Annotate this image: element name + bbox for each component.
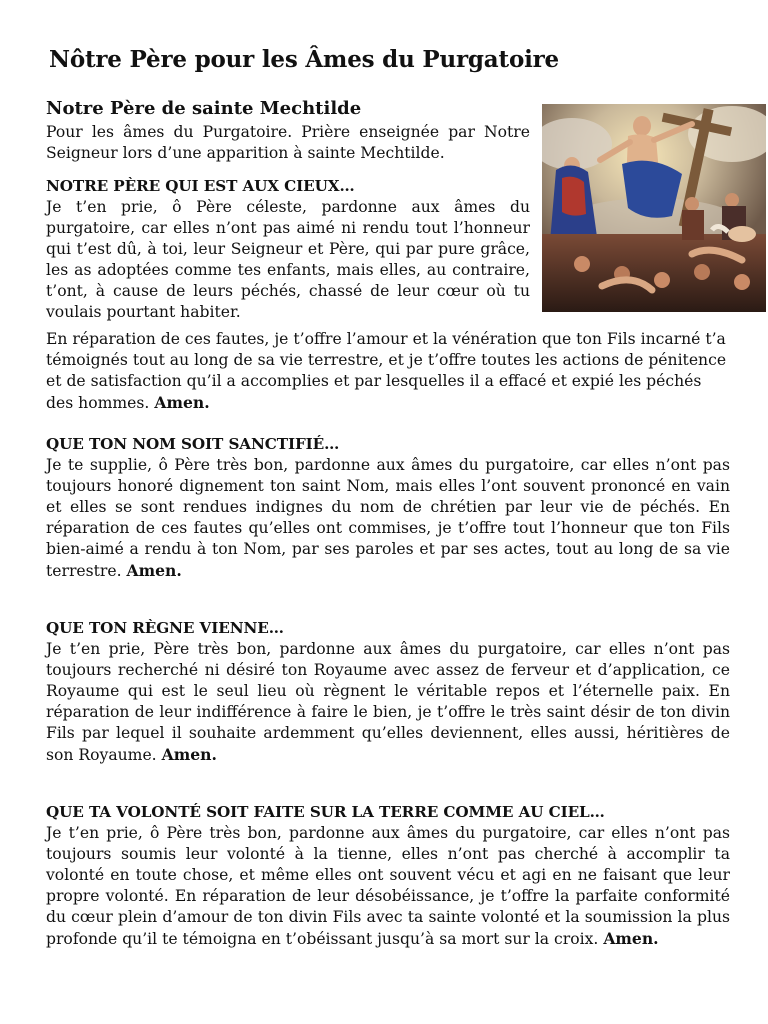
- section-text: Je t’en prie, ô Père très bon, pardonne aux âmes du purgatoire, car elles n’ont pas toujours soumis leur volonté à la tienne, elles n’ont pas cherché à accomplir ta volonté en toute chose, et même elles ont souvent vécu et agi en ne faisant que leur propre volonté. En réparation de leur désobéissance, je t’offre la parfaite conformité du cœur plein d’amour de ton divin Fils avec ta sainte volonté et la soumission la plus profonde qu’il te témoigna en t’obéissant jusqu’à sa mort sur la croix. Amen.: [46, 824, 730, 948]
- section-heading: QUE TA VOLONTÉ SOIT FAITE SUR LA TERRE COMME AU CIEL…: [46, 803, 605, 821]
- amen-label: Amen.: [161, 745, 217, 764]
- amen-label: Amen.: [603, 929, 659, 948]
- section-text: Je t’en prie, Père très bon, pardonne aux âmes du purgatoire, car elles n’ont pas toujours recherché ni désiré ton Royaume avec assez de ferveur et d’application, ce Royaume qui est le seul lieu où règnent le véritable repos et l’éternelle paix. En réparation de leur indifférence à faire le bien, je t’offre le très saint désir de ton divin Fils par lequel il souhaite ardemment qu’elles deviennent, elles aussi, héritières de son Royaume. Amen.: [46, 640, 730, 764]
- section-continuation: En réparation de ces fautes, je t’offre l’amour et la vénération que ton Fils incarné t’a témoignés tout au long de sa vie terrestre, et je t’offre toutes les actions de pénitence et de satisfaction qu’il a accomplies et par lesquelles il a effacé et expié les péchés des hommes. Amen.: [46, 330, 727, 412]
- subtitle: Notre Père de sainte Mechtilde: [46, 98, 362, 119]
- painting-illustration: [542, 104, 766, 312]
- section-heading: QUE TON RÈGNE VIENNE…: [46, 619, 284, 637]
- amen-label: Amen.: [126, 561, 182, 580]
- page-title: Nôtre Père pour les Âmes du Purgatoire: [49, 46, 559, 73]
- section-2: [46, 434, 730, 582]
- intro-paragraph: Pour les âmes du Purgatoire. Prière enseignée par Notre Seigneur lors d’une apparition à sainte Mechtilde.: [46, 123, 530, 162]
- religious-painting: [542, 104, 766, 312]
- section-heading: NOTRE PÈRE QUI EST AUX CIEUX…: [46, 177, 355, 195]
- section-text: Je t’en prie, ô Père céleste, pardonne aux âmes du purgatoire, car elles n’ont pas aimé ni rendu tout l’honneur qui t’est dû, à toi, leur Seigneur et Père, qui par pure grâce, les as adoptées comme tes enfants, mais elles, au contraire, t’ont, à cause de leurs péchés, chassé de leur cœur où tu voulais pourtant habiter.: [46, 198, 530, 321]
- section-3: [46, 618, 730, 766]
- section-4: [46, 802, 730, 950]
- amen-label: Amen.: [154, 393, 210, 412]
- section-text: Je te supplie, ô Père très bon, pardonne aux âmes du purgatoire, car elles n’ont pas toujours honoré dignement ton saint Nom, mais elles l’ont souvent prononcé en vain et elles se sont rendues indignes du nom de chrétien par leur vie de péchés. En réparation de ces fautes qu’elles ont commises, je t’offre tout l’honneur que ton Fils bien-aimé a rendu à ton Nom, par ses paroles et par ses actes, tout au long de sa vie terrestre. Amen.: [46, 456, 730, 580]
- section-heading: QUE TON NOM SOIT SANCTIFIÉ…: [46, 435, 340, 453]
